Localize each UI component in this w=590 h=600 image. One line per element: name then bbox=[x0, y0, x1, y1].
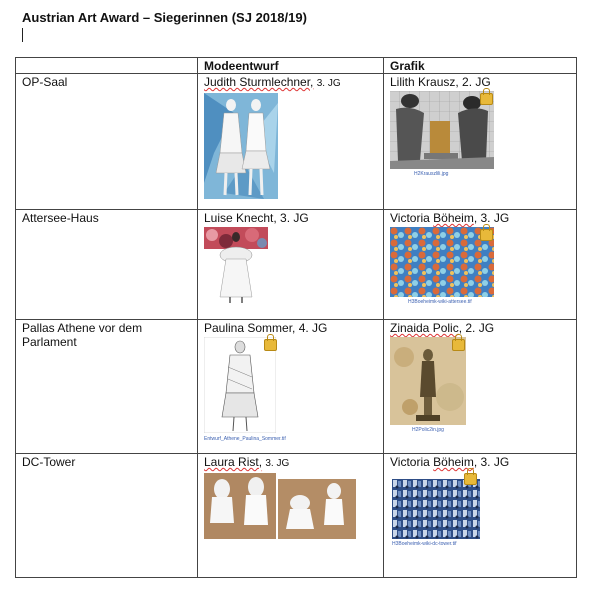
winner-name: Zinaida Polic, 2. JG bbox=[390, 321, 495, 335]
table-row bbox=[16, 320, 577, 454]
header-modeentwurf: Modeentwurf bbox=[198, 58, 384, 74]
table-row bbox=[16, 210, 577, 320]
lock-icon bbox=[464, 473, 477, 485]
graphic-image[interactable] bbox=[390, 337, 470, 437]
category-cell bbox=[16, 454, 198, 578]
image-caption: H2Krauszlili.jpg bbox=[414, 171, 449, 177]
image-caption: Entwurf_Athene_Paulina_Sommer.tif bbox=[204, 436, 286, 442]
lock-icon bbox=[452, 339, 465, 351]
winner-name: Paulina Sommer, 4. JG bbox=[204, 321, 328, 335]
mode-cell bbox=[198, 320, 384, 454]
table-header-row bbox=[16, 58, 577, 74]
lock-icon bbox=[480, 93, 493, 105]
winner-name: Laura Rist, 3. JG bbox=[204, 455, 290, 469]
winner-name: Luise Knecht, 3. JG bbox=[204, 211, 309, 225]
document-title: Austrian Art Award – Siegerinnen (SJ 2018/19) bbox=[22, 10, 307, 25]
image-caption: H2Polic2in.jpg bbox=[412, 427, 444, 433]
text-cursor[interactable] bbox=[22, 28, 23, 42]
graphic-image[interactable] bbox=[390, 471, 482, 547]
winner-name: Lilith Krausz, 2. JG bbox=[390, 75, 491, 89]
grafik-cell bbox=[384, 320, 577, 454]
image-caption: H3Boeheimk-wiki-attersee.tif bbox=[408, 299, 472, 305]
lock-icon bbox=[480, 229, 493, 241]
awards-table bbox=[15, 57, 577, 578]
category-label: OP-Saal bbox=[22, 75, 68, 89]
table-row bbox=[16, 454, 577, 578]
category-label: DC-Tower bbox=[22, 455, 76, 469]
lock-icon bbox=[264, 339, 277, 351]
winner-name: Victoria Böheim, 3. JG bbox=[390, 455, 510, 469]
header-grafik: Grafik bbox=[384, 58, 577, 74]
mode-cell bbox=[198, 454, 384, 578]
grafik-cell bbox=[384, 454, 577, 578]
grafik-cell bbox=[384, 210, 577, 320]
winner-name: Judith Sturmlechner, 3. JG bbox=[204, 75, 341, 89]
category-label: Pallas Athene vor dem Parlament bbox=[22, 321, 143, 349]
winner-name: Victoria Böheim, 3. JG bbox=[390, 211, 510, 225]
fashion-design-image[interactable] bbox=[204, 473, 356, 539]
mode-cell bbox=[198, 210, 384, 320]
category-cell bbox=[16, 320, 198, 454]
mode-cell bbox=[198, 74, 384, 210]
grafik-cell bbox=[384, 74, 577, 210]
graphic-image[interactable] bbox=[390, 91, 496, 184]
fashion-design-image[interactable] bbox=[204, 337, 286, 447]
graphic-image[interactable] bbox=[390, 227, 496, 309]
fashion-design-image[interactable] bbox=[204, 227, 268, 303]
header-category bbox=[16, 58, 198, 74]
category-label: Attersee-Haus bbox=[22, 211, 99, 225]
fashion-design-image[interactable] bbox=[204, 93, 278, 199]
table-row bbox=[16, 74, 577, 210]
category-cell bbox=[16, 210, 198, 320]
image-caption: H3Boeheimk-wiki-dc-tower.tif bbox=[392, 541, 457, 547]
category-cell bbox=[16, 74, 198, 210]
